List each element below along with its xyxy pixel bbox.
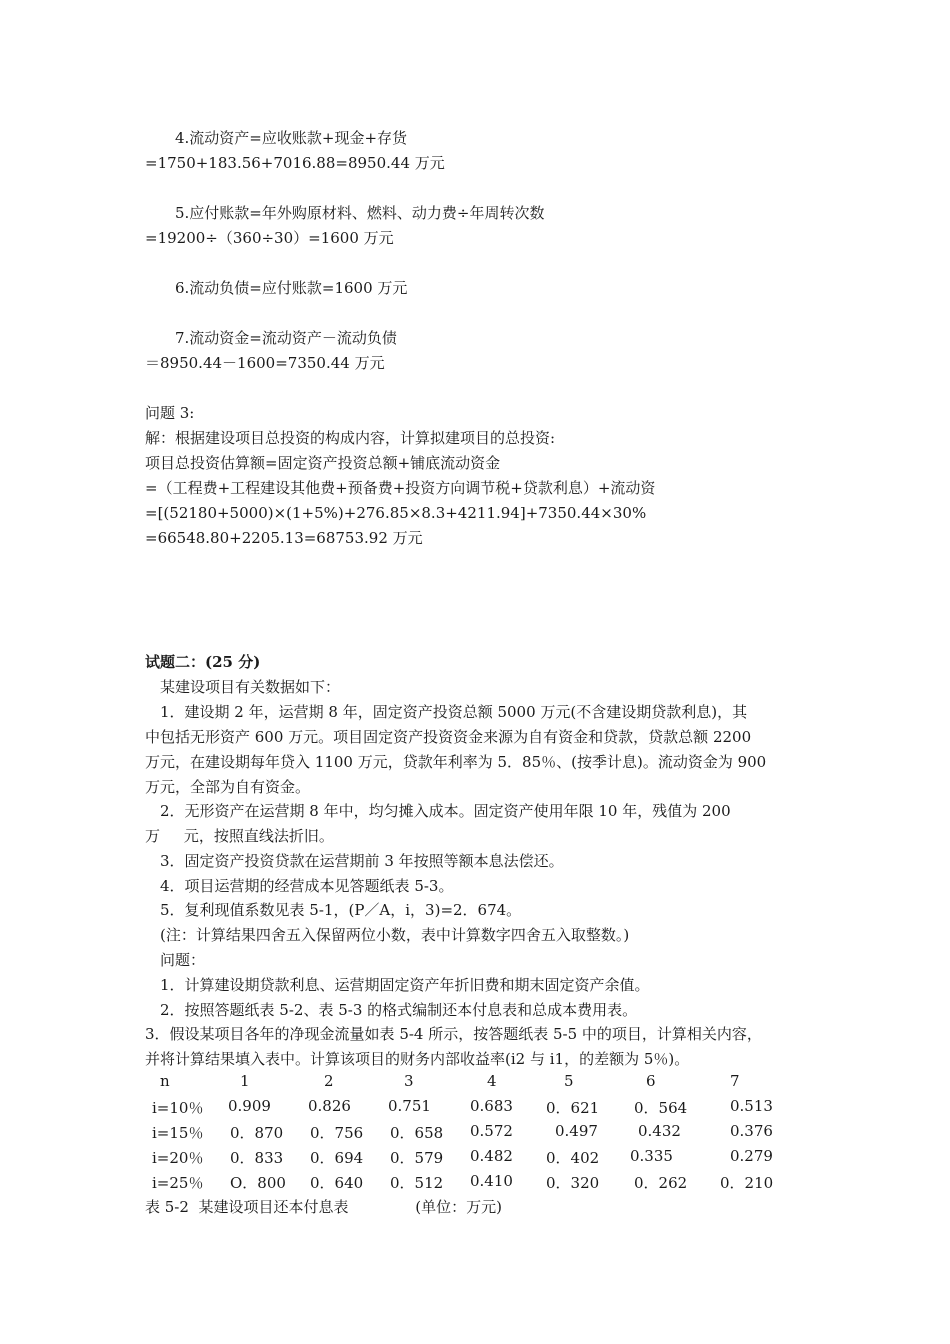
table-header-cell: 3	[404, 1072, 414, 1090]
item5-line2: =19200÷（360÷30）=1600 万元	[145, 229, 394, 247]
problem2-p4: 4．项目运营期的经营成本见答题纸表 5-3。	[160, 877, 454, 895]
problem2-p1-line4: 万元，全部为自有资金。	[145, 778, 311, 796]
table-cell: i=15％	[152, 1124, 204, 1142]
table-cell: 0．640	[310, 1174, 364, 1192]
table-cell: 0．210	[720, 1174, 774, 1192]
problem2-note: (注：计算结果四舍五入保留两位小数，表中计算数字四舍五入取整数。)	[160, 926, 630, 944]
table-cell: 0．621	[546, 1099, 600, 1117]
table-cell: 0.482	[470, 1147, 513, 1165]
problem2-p2-line2: 万 元，按照直线法折旧。	[145, 827, 334, 845]
table-cell: 0．658	[390, 1124, 444, 1142]
question3-line1: 解：根据建设项目总投资的构成内容，计算拟建项目的总投资:	[145, 429, 556, 447]
table-cell: 0.410	[470, 1172, 513, 1190]
problem2-question1: 1．计算建设期贷款利息、运营期固定资产年折旧费和期末固定资产余值。	[160, 976, 650, 994]
table-header-cell: n	[160, 1072, 170, 1090]
table-cell: 0.683	[470, 1097, 513, 1115]
table-cell: 0.497	[555, 1122, 598, 1140]
table-cell: 0.909	[228, 1097, 271, 1115]
table-cell: 0．833	[230, 1149, 284, 1167]
table-cell: 0．402	[546, 1149, 600, 1167]
table-cell: i=25％	[152, 1174, 204, 1192]
question3-line5: =66548.80+2205.13=68753.92 万元	[145, 529, 423, 547]
question3-line4: =[(52180+5000)×(1+5%)+276.85×8.3+4211.94]+7350.44×30%	[145, 504, 647, 522]
table-cell: 0．320	[546, 1174, 600, 1192]
table-cell: i=20％	[152, 1149, 204, 1167]
table-header-cell: 2	[324, 1072, 334, 1090]
table-cell: 0.432	[638, 1122, 681, 1140]
table-cell: 0．694	[310, 1149, 364, 1167]
question3-line2: 项目总投资估算额=固定资产投资总额+铺底流动资金	[145, 454, 501, 472]
table-cell: 0.513	[730, 1097, 773, 1115]
problem2-title: 试题二：(25 分)	[145, 653, 261, 671]
problem2-question-heading: 问题：	[160, 951, 206, 969]
problem2-p5: 5．复利现值系数见表 5-1，(P／A，i，3)=2．674。	[160, 901, 522, 919]
problem2-p1-line3: 万元，在建设期每年贷入 1100 万元，贷款年利率为 5．85％、(按季计息)。流动资金为 900	[145, 753, 767, 771]
table-cell: O．800	[230, 1174, 286, 1192]
problem2-p1-line2: 中包括无形资产 600 万元。项目固定资产投资资金来源为自有资金和贷款，贷款总额 2200	[145, 728, 752, 746]
table-header-cell: 5	[564, 1072, 574, 1090]
problem2-question2: 2．按照答题纸表 5-2、表 5-3 的格式编制还本付息表和总成本费用表。	[160, 1001, 638, 1019]
table-cell: 0．512	[390, 1174, 444, 1192]
problem2-p1-line1: 1．建设期 2 年，运营期 8 年，固定资产投资总额 5000 万元(不含建设期贷款利息)，其	[160, 703, 748, 721]
table-cell: 0．564	[634, 1099, 688, 1117]
problem2-question3-line2: 并将计算结果填入表中。计算该项目的财务内部收益率(i2 与 i1，的差额为 5％)。	[145, 1050, 690, 1068]
item4-line1: 4.流动资产=应收账款+现金+存货	[175, 129, 408, 147]
item6-line: 6.流动负债=应付账款=1600 万元	[175, 279, 408, 297]
table52-caption: 表 5-2 某建设项目还本付息表 (单位：万元)	[145, 1198, 502, 1216]
table-header-cell: 4	[487, 1072, 497, 1090]
table-header-cell: 6	[646, 1072, 656, 1090]
table-cell: 0．579	[390, 1149, 444, 1167]
table-cell: 0.826	[308, 1097, 351, 1115]
problem2-intro: 某建设项目有关数据如下：	[160, 678, 341, 696]
question3-line3: =（工程费+工程建设其他费+预备费+投资方向调节税+贷款利息）+流动资	[145, 479, 656, 497]
item5-line1: 5.应付账款=年外购原材料、燃料、动力费÷年周转次数	[175, 204, 545, 222]
table-cell: 0.376	[730, 1122, 773, 1140]
table-cell: 0.751	[388, 1097, 431, 1115]
table-cell: 0.335	[630, 1147, 673, 1165]
table-cell: 0.279	[730, 1147, 773, 1165]
problem2-question3-line1: 3．假设某项目各年的净现金流量如表 5-4 所示，按答题纸表 5-5 中的项目，计算相关内容，	[145, 1025, 762, 1043]
problem2-p2-line1: 2．无形资产在运营期 8 年中，均匀摊入成本。固定资产使用年限 10 年，残值为 200	[160, 802, 731, 820]
table-cell: 0．756	[310, 1124, 364, 1142]
table-cell: 0．262	[634, 1174, 688, 1192]
table-header-cell: 1	[240, 1072, 250, 1090]
item4-line2: =1750+183.56+7016.88=8950.44 万元	[145, 154, 445, 172]
table-header-cell: 7	[730, 1072, 740, 1090]
table-cell: i=10％	[152, 1099, 204, 1117]
item7-line2: ＝8950.44－1600=7350.44 万元	[145, 354, 385, 372]
table-cell: 0.572	[470, 1122, 513, 1140]
problem2-p3: 3．固定资产投资贷款在运营期前 3 年按照等额本息法偿还。	[160, 852, 564, 870]
table-cell: 0．870	[230, 1124, 284, 1142]
item7-line1: 7.流动资金=流动资产－流动负债	[175, 329, 397, 347]
question3-heading: 问题 3:	[145, 404, 195, 422]
